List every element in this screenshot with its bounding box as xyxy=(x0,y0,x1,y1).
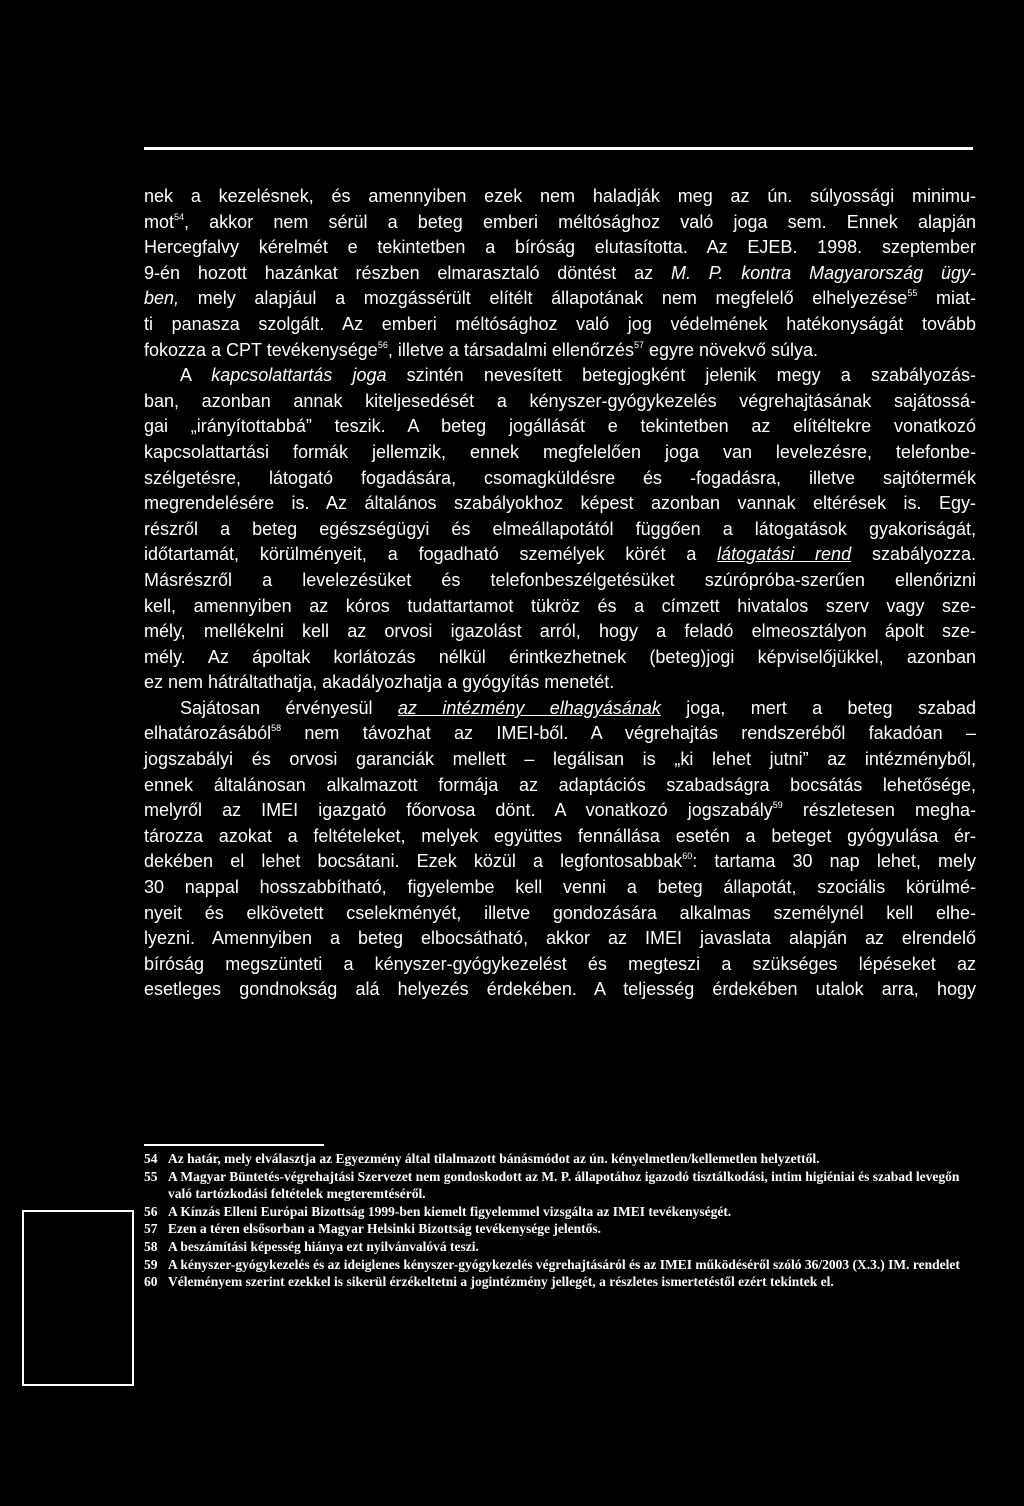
footnote: 59 A kényszer-gyógykezelés és az ideiglenes kényszer-gyógykezelés végrehajtásáról és az IMEI működéséről szóló 36/2003 (X.3.) IM. rendelet xyxy=(144,1256,960,1272)
body-line: szélgetésre, látogató fogadására, csomagküldésre és -fogadásra, illetve sajtótermék xyxy=(144,467,976,488)
footnote-ref: 57 xyxy=(633,339,644,350)
body-line: ban, azonban annak kiteljesedését a kényszer-gyógykezelés végrehajtásának sajátossá- xyxy=(144,390,976,411)
body-line: ben, mely alapjául a mozgássérült elítélt állapotának nem megfelelő elhelyezése$^{55}$ miat- xyxy=(144,288,977,309)
footnote: 57 Ezen a téren elsősorban a Magyar Helsinki Bizottság tevékenysége jelentős. xyxy=(144,1221,601,1237)
body-line: részről a beteg egészségügyi és elmeállapotától függően a látogatások gyakoriságát, xyxy=(144,518,976,539)
footnotes xyxy=(144,1150,974,1291)
body-line: bíróság megszünteti a kényszer-gyógykezelést és megteszi a szükséges lépéseket az xyxy=(144,953,976,974)
footnote: 60 Véleményem szerint ezekkel is sikerül érzékeltetni a jogintézmény jellegét, a részletes ismertetéstől ezért tekintek el. xyxy=(144,1274,834,1290)
body-line: időtartamát, körülményeit, a fogadható személyek körét a látogatási rend szabályozza. xyxy=(144,544,976,565)
body-line: 30 nappal hosszabbítható, figyelembe kell venni a beteg állapotát, szociális körülmé- xyxy=(144,877,976,898)
body-line: A kapcsolattartás joga szintén nevesített betegjogként jelenik megy a szabályozás- xyxy=(180,365,977,386)
body-line: dekében el lehet bocsátani. Ezek közül a legfontosabbak$^{60}$: tartama 30 nap lehet, mely xyxy=(144,851,976,872)
body-line: mot$^{54}$, akkor nem sérül a beteg emberi méltósághoz való joga sem. Ennek alapján xyxy=(144,211,976,232)
footnote: 56 A Kínzás Elleni Európai Bizottság 1999-ben kiemelt figyelemmel vizsgálta az IMEI tevékenységét. xyxy=(144,1203,732,1219)
body-line: Hercegfalvy kérelmét e tekintetben a bíróság elutasította. Az EJEB. 1998. szeptember xyxy=(144,237,976,258)
footnote-ref: 56 xyxy=(377,339,388,350)
body-line: mély, mellékelni kell az orvosi igazolást arról, hogy a feladó elmeosztályon ápolt sze- xyxy=(144,621,976,642)
footnote-separator xyxy=(144,1144,324,1146)
footnote: 54 Az határ, mely elválasztja az Egyezmény által tilalmazott bánásmódot az ún. kényelmetlen/kellemetlen helyzettől. xyxy=(144,1151,820,1166)
body-line: jogszabályi és orvosi garanciák mellett – legálisan is „ki lehet jutni” az intézményből, xyxy=(144,749,976,770)
footnote: 55 A Magyar Büntetés-végrehajtási Szervezet nem gondoskodott az M. P. állapotához igazodó tisztálkodási, intim higiéniai és szabad levegőn való tartózkodási feltételek megteremtéséről. xyxy=(144,1168,960,1202)
footnote-ref: 60 xyxy=(682,851,693,862)
body-line: megrendelésére is. Az általános szabályokhoz képest azonban vannak eltérések is. Egy- xyxy=(144,493,976,514)
body-line: mély. Az ápoltak korlátozás nélkül érintkezhetnek (beteg)jogi képviselőjükkel, azonban xyxy=(144,646,976,667)
body-text xyxy=(144,184,976,1003)
body-line: nyeit és elkövetett cselekményét, illetve gondozására alkalmas személynél kell elhe- xyxy=(144,902,976,923)
body-line: 9-én hozott hazánkat részben elmarasztaló döntést az M. P. kontra Magyarország ügy- xyxy=(144,262,976,283)
body-line: ennek általánosan alkalmazott formája az adaptációs szabadságra bocsátás lehetősége, xyxy=(144,774,976,795)
body-line: lyezni. Amennyiben a beteg elbocsátható, akkor az IMEI javaslata alapján az elrendelő xyxy=(144,928,976,949)
body-line: gai „irányítottabbá” teszik. A beteg jogállását e tekintetben az elítéltekre vonatkozó xyxy=(144,416,976,437)
margin-box xyxy=(22,1210,134,1386)
body-line: melyről az IMEI igazgató főorvosa dönt. A vonatkozó jogszabály$^{59}$ részletesen megha- xyxy=(144,800,976,821)
body-line: Másrészről a levelezésüket és telefonbeszélgetésüket szúrópróba-szerűen ellenőrizni xyxy=(144,569,976,590)
body-line: esetleges gondnokság alá helyezés érdekében. A teljesség érdekében utalok arra, hogy xyxy=(144,979,976,1000)
body-line: kell, amennyiben az kóros tudattartamot tükröz és a címzett hivatalos szerv vagy sze- xyxy=(144,595,976,616)
footnote-ref: 59 xyxy=(772,800,783,811)
body-line: fokozza a CPT tevékenysége$^{56}$, illetve a társadalmi ellenőrzés$^{57}$ egyre növekvő súlya. xyxy=(144,339,819,360)
header-rule xyxy=(144,147,973,150)
footnote-ref: 55 xyxy=(907,288,918,299)
body-line: nek a kezelésnek, és amennyiben ezek nem haladják meg az ún. súlyossági minimu- xyxy=(144,186,976,206)
body-line: Sajátosan érvényesül az intézmény elhagyásának joga, mert a beteg szabad xyxy=(180,697,976,718)
footnote-ref: 54 xyxy=(174,211,185,222)
body-line: ti panasza szolgált. Az emberi méltósághoz való jog védelmének hatékonyságát tovább xyxy=(144,313,976,334)
body-line: elhatározásából$^{58}$ nem távozhat az IMEI-ből. A végrehajtás rendszeréből fakadóan – xyxy=(144,723,976,744)
footnote: 58 A beszámítási képesség hiánya ezt nyilvánvalóvá teszi. xyxy=(144,1238,479,1254)
body-line: tározza azokat a feltételeket, melyek együttes fennállása esetén a beteget gyógyulása ér- xyxy=(144,825,976,846)
body-line: kapcsolattartási formák jellemzik, ennek megfelelően joga van levelezésre, telefonbe- xyxy=(144,441,976,462)
footnote-ref: 58 xyxy=(271,723,282,734)
body-line: ez nem hátráltathatja, akadályozhatja a gyógyítás menetét. xyxy=(144,672,615,693)
